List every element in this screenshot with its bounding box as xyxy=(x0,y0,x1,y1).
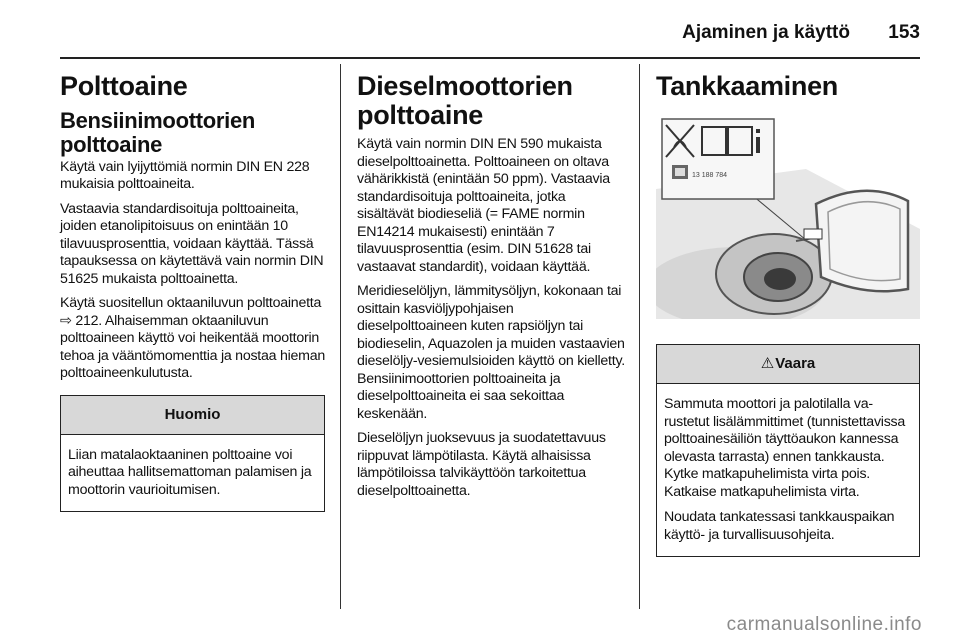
warning-header xyxy=(657,345,919,384)
page-number: 153 xyxy=(888,22,920,43)
warning-title: Vaara xyxy=(775,355,816,373)
column-3 xyxy=(656,72,920,557)
note-text: Liian matalaoktaaninen polttoaine voi aiheuttaa hallitsemattoman palamisen ja moottorin vaurioitumisen. xyxy=(68,446,312,498)
image-code: 13 188 784 xyxy=(692,172,728,180)
section-heading-fuel: Polttoaine xyxy=(60,71,188,101)
warning-text: Sammuta moottori ja palotilalla varustetut lisälämmittimet (tunnistettavissa polttoainesäiliön täyttöaukon kannessa olevasta tarrasta) ennen tankkausta. Kytke matkapuhelimista virta pois. Katkaise matkapuhelimista virta. xyxy=(664,396,906,500)
note-title: Huomio xyxy=(61,396,324,435)
warning-triangle-icon: ⚠ xyxy=(760,355,775,373)
section-title: Ajaminen ja käyttö xyxy=(682,22,850,43)
note-body xyxy=(61,435,324,512)
warning-text: Noudata tankatessasi tankkauspaikan käyttö- ja turvallisuusohjeita. xyxy=(664,509,895,543)
warning-box xyxy=(656,344,920,557)
note-box xyxy=(60,395,325,513)
section-heading-diesel-fuel: Dieselmoottorien polttoaine xyxy=(357,71,573,131)
fuel-filler-flap-photo xyxy=(656,109,920,319)
column-divider-2 xyxy=(639,64,640,609)
paragraph: Käytä vain lyijyttömiä normin DIN EN 228 mukaisia polttoaineita. xyxy=(60,158,310,193)
column-1 xyxy=(60,72,325,512)
page-header xyxy=(0,0,960,57)
paragraph: Vastaavia standardisoituja polttoaineita, joiden etanolipitoisuus on enintään 10 tilavuusprosenttia, voidaan käyttää. Tässä tapauksessa on käytettävä vain normin DIN 51625 mukaista polttoainetta. xyxy=(60,200,324,287)
column-divider-1 xyxy=(340,64,341,609)
column-2 xyxy=(357,72,625,507)
paragraph: Meridieselöljyn, lämmitysöljyn, kokonaan tai osittain kasviöljypohjaisen dieselpolttoaineen kuten rapsiöljyn tai biodieselin, Aquazolen ja muiden vastaavien dieselöljy-vesiemulsioiden käyttö on kielletty. Bensiinimoottorien polttoaineita ja dieselpolttoaineita ei saa sekoittaa keskenään. xyxy=(357,283,625,422)
section-heading-refuelling: Tankkaaminen xyxy=(656,71,838,101)
warning-body xyxy=(657,384,919,556)
subheading-petrol-fuel: Bensiinimoottorien polttoaine xyxy=(60,108,256,157)
header-rule xyxy=(60,57,920,59)
paragraph: Käytä suositellun oktaaniluvun polttoainetta ⇨ 212. Alhaisemman oktaaniluvun polttoaineen käyttö voi heikentää moottorin tehoa ja vääntömomenttia ja nostaa hieman polttoaineenkulutusta. xyxy=(60,295,326,382)
paragraph: Dieselöljyn juoksevuus ja suodatettavuus riippuvat lämpötilasta. Käytä alhaisissa lämpötiloissa talvikäyttöön tarkoitettua dieselpolttoainetta. xyxy=(357,430,606,499)
paragraph: Käytä vain normin DIN EN 590 mukaista dieselpolttoainetta. Polttoaineen on oltava vähärikkistä (enintään 50 ppm). Vastaavia standardisoituja polttoaineita, jotka sisältävät biodieseliä (= FAME normin EN14214 mukaisesti) enintään 7 tilavuusprosenttia (esim. DIN 51628 tai vastaavat standardit), voidaan käyttää. xyxy=(357,136,610,275)
watermark: carmanualsonline.info xyxy=(726,614,922,635)
